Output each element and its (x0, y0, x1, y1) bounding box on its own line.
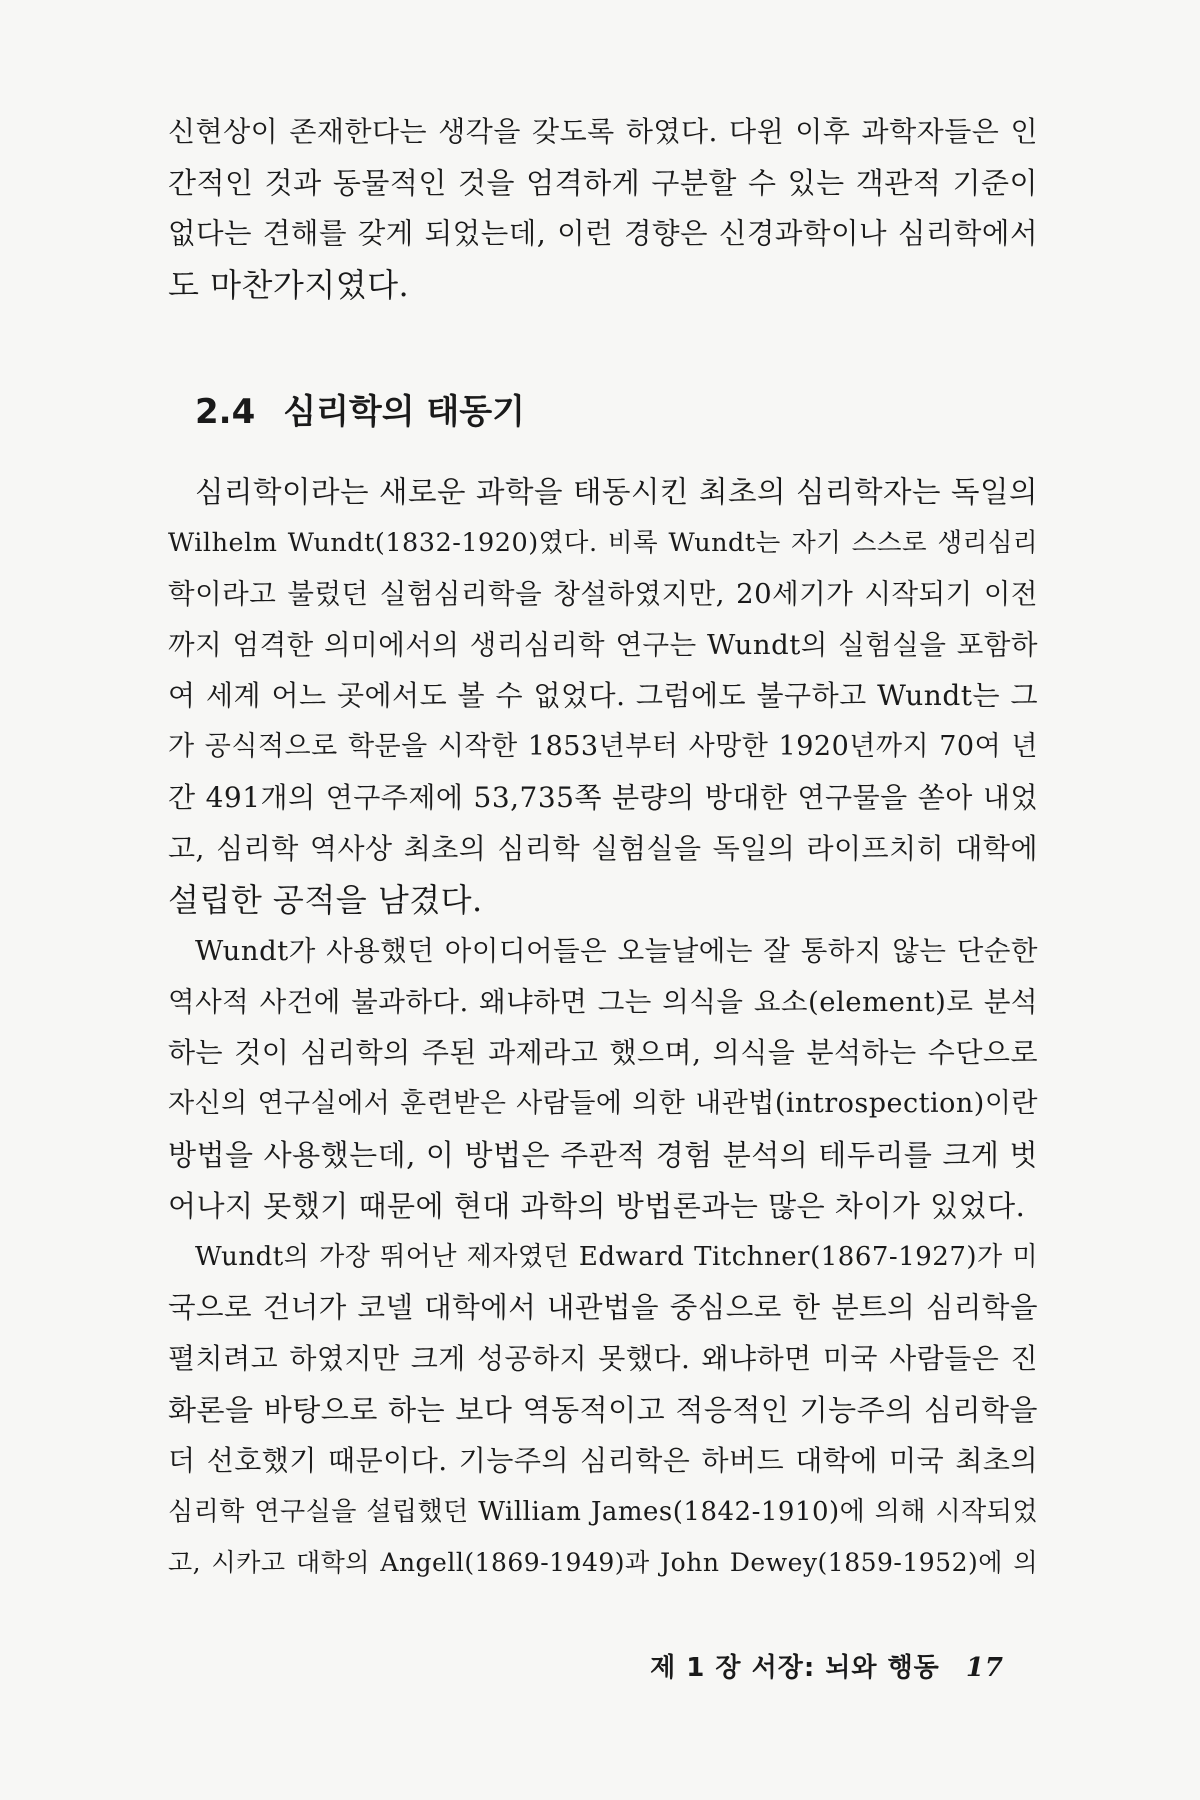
text-line: 방법을 사용했는데, 이 방법은 주관적 경험 분석의 테두리를 크게 벗 (168, 1138, 1038, 1172)
text-line: 간 491개의 연구주제에 53,735쪽 분량의 방대한 연구물을 쏟아 내었 (168, 781, 1038, 814)
text-line: Wundt가 사용했던 아이디어들은 오늘날에는 잘 통하지 않는 단순한 (195, 935, 1038, 967)
text-line: 없다는 견해를 갖게 되었는데, 이런 경향은 신경과학이나 심리학에서 (168, 217, 1038, 250)
chapter-title: 제 1 장 서장: 뇌와 행동 (650, 1653, 940, 1683)
text-line: 가 공식적으로 학문을 시작한 1853년부터 사망한 1920년까지 70여 년 (168, 731, 1038, 762)
text-line: 펼치려고 하였지만 크게 성공하지 못했다. 왜냐하면 미국 사람들은 진 (168, 1342, 1038, 1375)
text-line: 간적인 것과 동물적인 것을 엄격하게 구분할 수 있는 객관적 기준이 (168, 166, 1038, 200)
section-title: 심리학의 태동기 (283, 392, 525, 432)
text-line: 고, 시카고 대학의 Angell(1869-1949)과 John Dewey(1859-1952)에 의 (168, 1548, 1038, 1577)
text-line: 역사적 사건에 불과하다. 왜냐하면 그는 의식을 요소(element)로 분석 (168, 986, 1038, 1018)
text-line: 어나지 못했기 때문에 현대 과학의 방법론과는 많은 차이가 있었다. (168, 1189, 1026, 1223)
text-line: 여 세계 어느 곳에서도 볼 수 없었다. 그럼에도 불구하고 Wundt는 그 (168, 679, 1038, 712)
text-line: 신현상이 존재한다는 생각을 갖도록 하였다. 다윈 이후 과학자들은 인 (168, 115, 1038, 148)
text-line: 더 선호했기 때문이다. 기능주의 심리학은 하버드 대학에 미국 최초의 (168, 1444, 1038, 1477)
page-footer (650, 1651, 1004, 1685)
text-line: 심리학 연구실을 설립했던 William James(1842-1910)에 의해 시작되었 (168, 1497, 1038, 1527)
text-line: Wilhelm Wundt(1832-1920)였다. 비록 Wundt는 자기 스스로 생리심리 (168, 528, 1038, 558)
text-line: 심리학이라는 새로운 과학을 태동시킨 최초의 심리학자는 독일의 (195, 475, 1038, 509)
text-line: 국으로 건너가 코넬 대학에서 내관법을 중심으로 한 분트의 심리학을 (168, 1291, 1038, 1324)
text-line: Wundt의 가장 뛰어난 제자였던 Edward Titchner(1867-1927)가 미 (195, 1242, 1038, 1272)
text-line: 까지 엄격한 의미에서의 생리심리학 연구는 Wundt의 실험실을 포함하 (168, 629, 1038, 661)
text-line: 화론을 바탕으로 하는 보다 역동적이고 적응적인 기능주의 심리학을 (168, 1393, 1038, 1427)
text-line: 학이라고 불렀던 실험심리학을 창설하였지만, 20세기가 시작되기 이전 (168, 578, 1038, 610)
text-line: 자신의 연구실에서 훈련받은 사람들에 의한 내관법(introspection)이란 (168, 1088, 1038, 1119)
section-number: 2.4 (195, 392, 256, 432)
text-line: 하는 것이 심리학의 주된 과제라고 했으며, 의식을 분석하는 수단으로 (168, 1036, 1038, 1069)
page-number: 17 (965, 1653, 1004, 1683)
text-line: 고, 심리학 역사상 최초의 심리학 실험실을 독일의 라이프치히 대학에 (168, 832, 1038, 865)
text-line: 도 마찬가지였다. (168, 266, 410, 304)
section-heading (195, 390, 525, 434)
text-line: 설립한 공적을 남겼다. (168, 881, 483, 919)
